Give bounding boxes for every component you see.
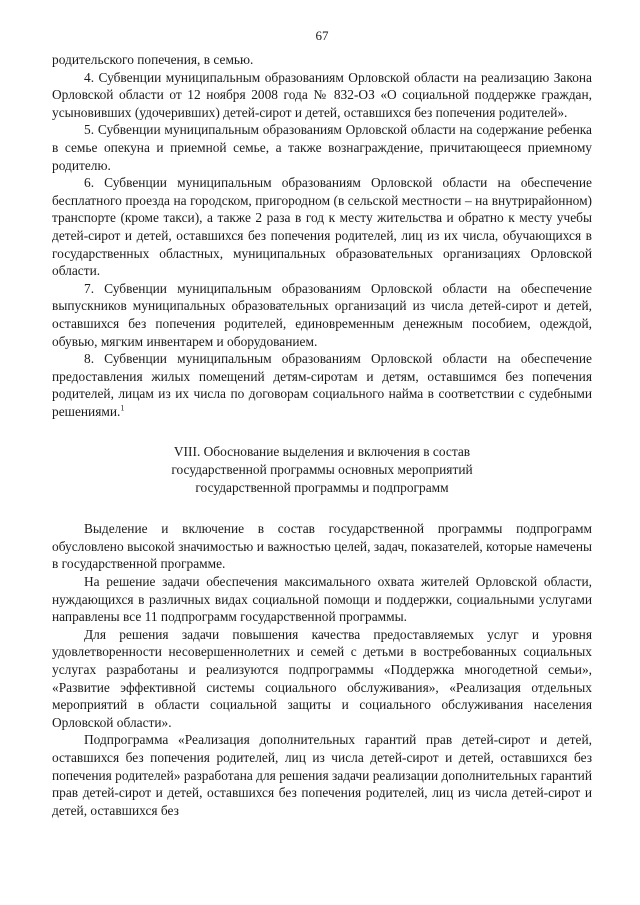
paragraph-text: 6. Субвенции муниципальным образованиям Орловской области на обеспечение бесплатного проезда на городском, пригородном (в сельской местности – на внутрирайонном) транспорте (кроме такси), а также 2 раза в год к месту жительства и обратно к месту учебы детей-сирот и детей, оставшихся без попечения родителей, лиц из их числа, обучающихся в государственных областных, муниципальных образовательных организациях Орловской области. <box>52 175 592 279</box>
page-number: 67 <box>315 28 329 43</box>
paragraph-text: Выделение и включение в состав государственной программы подпрограмм обусловлено высокой значимостью и важностью целей, задач, показателей, которые намечены в государственной программе. <box>52 521 592 572</box>
paragraph-text: 7. Субвенции муниципальным образованиям Орловской области на обеспечение выпускников муниципальных образовательных организаций из числа детей-сирот и детей, оставшихся без попечения родителей, единовременным денежным пособием, одеждой, обувью, мягким инвентарем и оборудованием. <box>52 280 592 349</box>
paragraph <box>52 520 592 573</box>
paragraph-text: родительского попечения, в семью. <box>52 52 254 67</box>
paragraph-text: 5. Субвенции муниципальным образованиям Орловской области на содержание ребенка в семье опекуна и приемной семье, а также вознаграждение, причитающееся приемному родителю. <box>52 122 592 173</box>
paragraph <box>52 626 592 732</box>
paragraph-text: 8. Субвенции муниципальным образованиям Орловской области на обеспечение предоставления жилых помещений детям-сиротам и детям, оставшимся без попечения родителей, лицам из их числа по договорам социального найма в соответствии с судебными решениями. <box>52 351 592 419</box>
paragraph-text: 4. Субвенции муниципальным образованиям Орловской области на реализацию Закона Орловской области от 12 ноября 2008 года № 832-ОЗ «О социальной поддержке граждан, усыновивших (удочеривших) детей-сирот и детей, оставшихся без попечения родителей». <box>52 69 592 120</box>
paragraph <box>52 174 592 280</box>
section-heading-line: государственной программы и подпрограмм <box>195 479 449 495</box>
paragraph <box>52 69 592 122</box>
section-heading <box>52 443 592 496</box>
paragraph <box>52 731 592 819</box>
paragraph-text: Подпрограмма «Реализация дополнительных гарантий прав детей-сирот и детей, оставшихся без попечения родителей, лиц из числа детей-сирот и детей, оставшихся без попечения родителей» разработана для решения задачи реализации дополнительных гарантий прав детей-сирот и детей, оставшихся без попечения родителей, лиц из числа детей-сирот и детей, оставшихся без <box>52 732 592 818</box>
section-heading-line: государственной программы основных мероприятий <box>171 462 473 478</box>
paragraph-text: На решение задачи обеспечения максимального охвата жителей Орловской области, нуждающихся в различных видах социальной помощи и поддержки, социальными услугами направлены все 11 подпрограмм государственной программы. <box>52 574 592 625</box>
footnote-mark: 1 <box>120 403 125 413</box>
paragraph <box>52 51 592 69</box>
paragraph <box>52 280 592 350</box>
paragraph-text: Для решения задачи повышения качества предоставляемых услуг и уровня удовлетворенности несовершеннолетних и семей с детьми в востребованных социальных услугах разработаны и реализуются подпрограммы «Поддержка многодетной семьи», «Развитие эффективной системы социального обслуживания», «Реализация отдельных мероприятий в области социальной защиты и социального обслуживания населения Орловской области». <box>52 626 592 730</box>
paragraph <box>52 350 592 420</box>
paragraph <box>52 573 592 626</box>
paragraph <box>52 121 592 174</box>
body-text-bottom <box>52 520 592 819</box>
body-text-top <box>52 51 592 420</box>
section-heading-line: VIII. Обоснование выделения и включения в состав <box>173 444 471 460</box>
